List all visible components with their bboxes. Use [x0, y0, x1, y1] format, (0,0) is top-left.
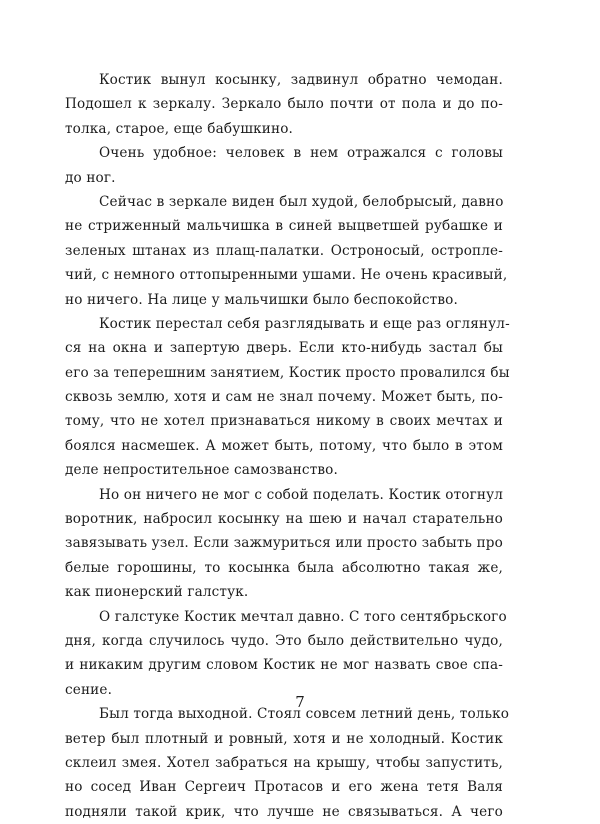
text-line: сквозь землю, хотя и сам не знал почему. Может быть, по- — [65, 389, 503, 406]
text-line: до ног. — [65, 169, 116, 186]
text-line: Сейчас в зеркале виден был худой, белобрысый, давно — [99, 193, 504, 210]
text-line: ся на окна и запертую дверь. Если кто-нибудь застал бы — [65, 340, 503, 357]
text-line: сение. — [65, 681, 113, 698]
text-line: тому, что не хотел признаваться никому в своих мечтах и — [65, 413, 503, 430]
text-line: подняли такой крик, что лучше не связываться. А чего — [65, 803, 503, 820]
text-line: Подошел к зеркалу. Зеркало было почти от пола и до по- — [65, 96, 503, 113]
text-line: боялся насмешек. А может быть, потому, что было в этом — [65, 437, 503, 454]
text-line: и никаким другим словом Костик не мог назвать свое спа- — [65, 657, 503, 674]
text-line: О галстуке Костик мечтал давно. С того сентябрьского — [99, 608, 507, 625]
text-line: Но он ничего не мог с собой поделать. Костик отогнул — [99, 486, 503, 503]
text-line: не стриженный мальчишка в синей выцветшей рубашке и — [65, 218, 503, 235]
text-line: чий, с немного оттопыренными ушами. Не очень красивый, — [65, 267, 508, 284]
text-line: Был тогда выходной. Стоял совсем летний день, только — [99, 706, 510, 723]
text-line: но сосед Иван Сергеич Протасов и его жена тетя Валя — [65, 779, 503, 796]
text-line: Костик вынул косынку, задвинул обратно чемодан. — [99, 72, 503, 88]
text-line: склеил змея. Хотел забраться на крышу, чтобы запустить, — [65, 754, 503, 771]
text-line: белые горошины, то косынка была абсолютно такая же, — [65, 559, 503, 576]
text-line: деле непростительное самозванство. — [65, 462, 338, 479]
text-line: как пионерский галстук. — [65, 584, 249, 601]
text-line: его за теперешним занятием, Костик просто провалился бы — [65, 364, 510, 381]
text-line: ветер был плотный и ровный, хотя и не холодный. Костик — [65, 730, 503, 747]
text-line: дня, когда случилось чудо. Это было действительно чудо, — [65, 632, 503, 649]
page-number: 7 — [295, 693, 305, 711]
text-line: воротник, набросил косынку на шею и начал старательно — [65, 511, 503, 528]
text-line: толка, старое, еще бабушкино. — [65, 120, 294, 137]
text-line: Очень удобное: человек в нем отражался с головы — [99, 145, 503, 162]
text-line: Костик перестал себя разглядывать и еще раз оглянул- — [99, 315, 510, 332]
text-line: завязывать узел. Если зажмуриться или просто забыть про — [65, 535, 503, 552]
text-line: зеленых штанах из плащ-палатки. Остроносый, остропле- — [65, 242, 503, 259]
text-line: но ничего. На лице у мальчишки было беспокойство. — [65, 291, 458, 308]
